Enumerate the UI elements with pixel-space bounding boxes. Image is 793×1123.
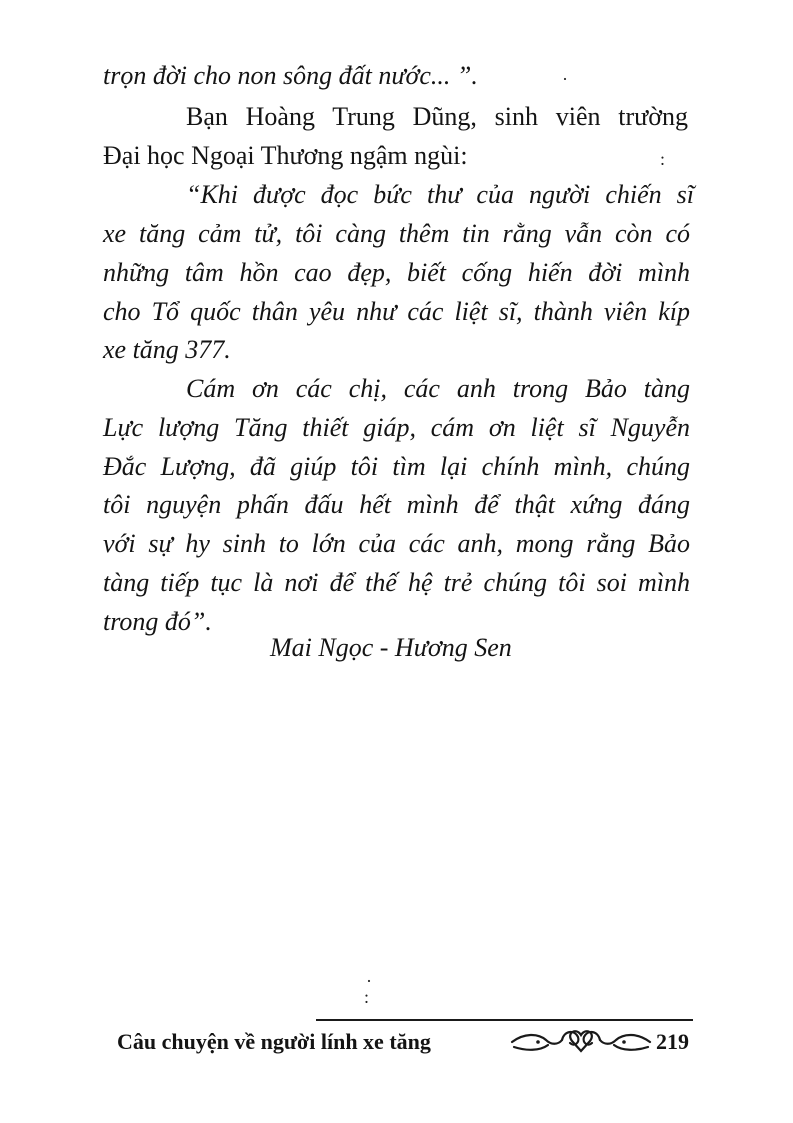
text-line-9: Cám ơn các chị, các anh trong Bảo tàng [186, 374, 690, 403]
text-line-5: xe tăng cảm tử, tôi càng thêm tin rằng vẫn còn có [103, 219, 690, 248]
print-speck: · [366, 971, 372, 991]
text-line-10: Lực lượng Tăng thiết giáp, cám ơn liệt sĩ Nguyễn [103, 413, 690, 442]
text-line-14: tàng tiếp tục là nơi để thế hệ trẻ chúng tôi soi mình [103, 568, 690, 597]
author-signature: Mai Ngọc - Hương Sen [270, 633, 512, 662]
text-line-6: những tâm hồn cao đẹp, biết cống hiến đời mình [103, 258, 690, 287]
text-line-8: xe tăng 377. [103, 335, 231, 364]
text-line-11: Đắc Lượng, đã giúp tôi tìm lại chính mình, chúng [103, 452, 690, 481]
page-number: 219 [656, 1029, 689, 1054]
footer-rule [316, 1019, 693, 1021]
decorative-flourish-icon [508, 1025, 654, 1059]
print-speck: : [660, 149, 666, 169]
text-line-1: trọn đời cho non sông đất nước... ”. [103, 61, 478, 90]
text-line-13: với sự hy sinh to lớn của các anh, mong rằng Bảo [103, 529, 690, 558]
text-line-3: Đại học Ngoại Thương ngậm ngùi: [103, 141, 468, 170]
text-line-15: trong đó”. [103, 607, 212, 636]
text-line-2: Bạn Hoàng Trung Dũng, sinh viên trường [186, 102, 688, 131]
print-speck: · [562, 69, 568, 89]
text-line-12: tôi nguyện phấn đấu hết mình để thật xứng đáng [103, 490, 690, 519]
print-speck: : [364, 987, 370, 1007]
running-footer-title: Câu chuyện về người lính xe tăng [117, 1029, 431, 1054]
text-line-7: cho Tổ quốc thân yêu như các liệt sĩ, thành viên kíp [103, 297, 690, 326]
text-line-4: “Khi được đọc bức thư của người chiến sĩ [186, 180, 694, 209]
